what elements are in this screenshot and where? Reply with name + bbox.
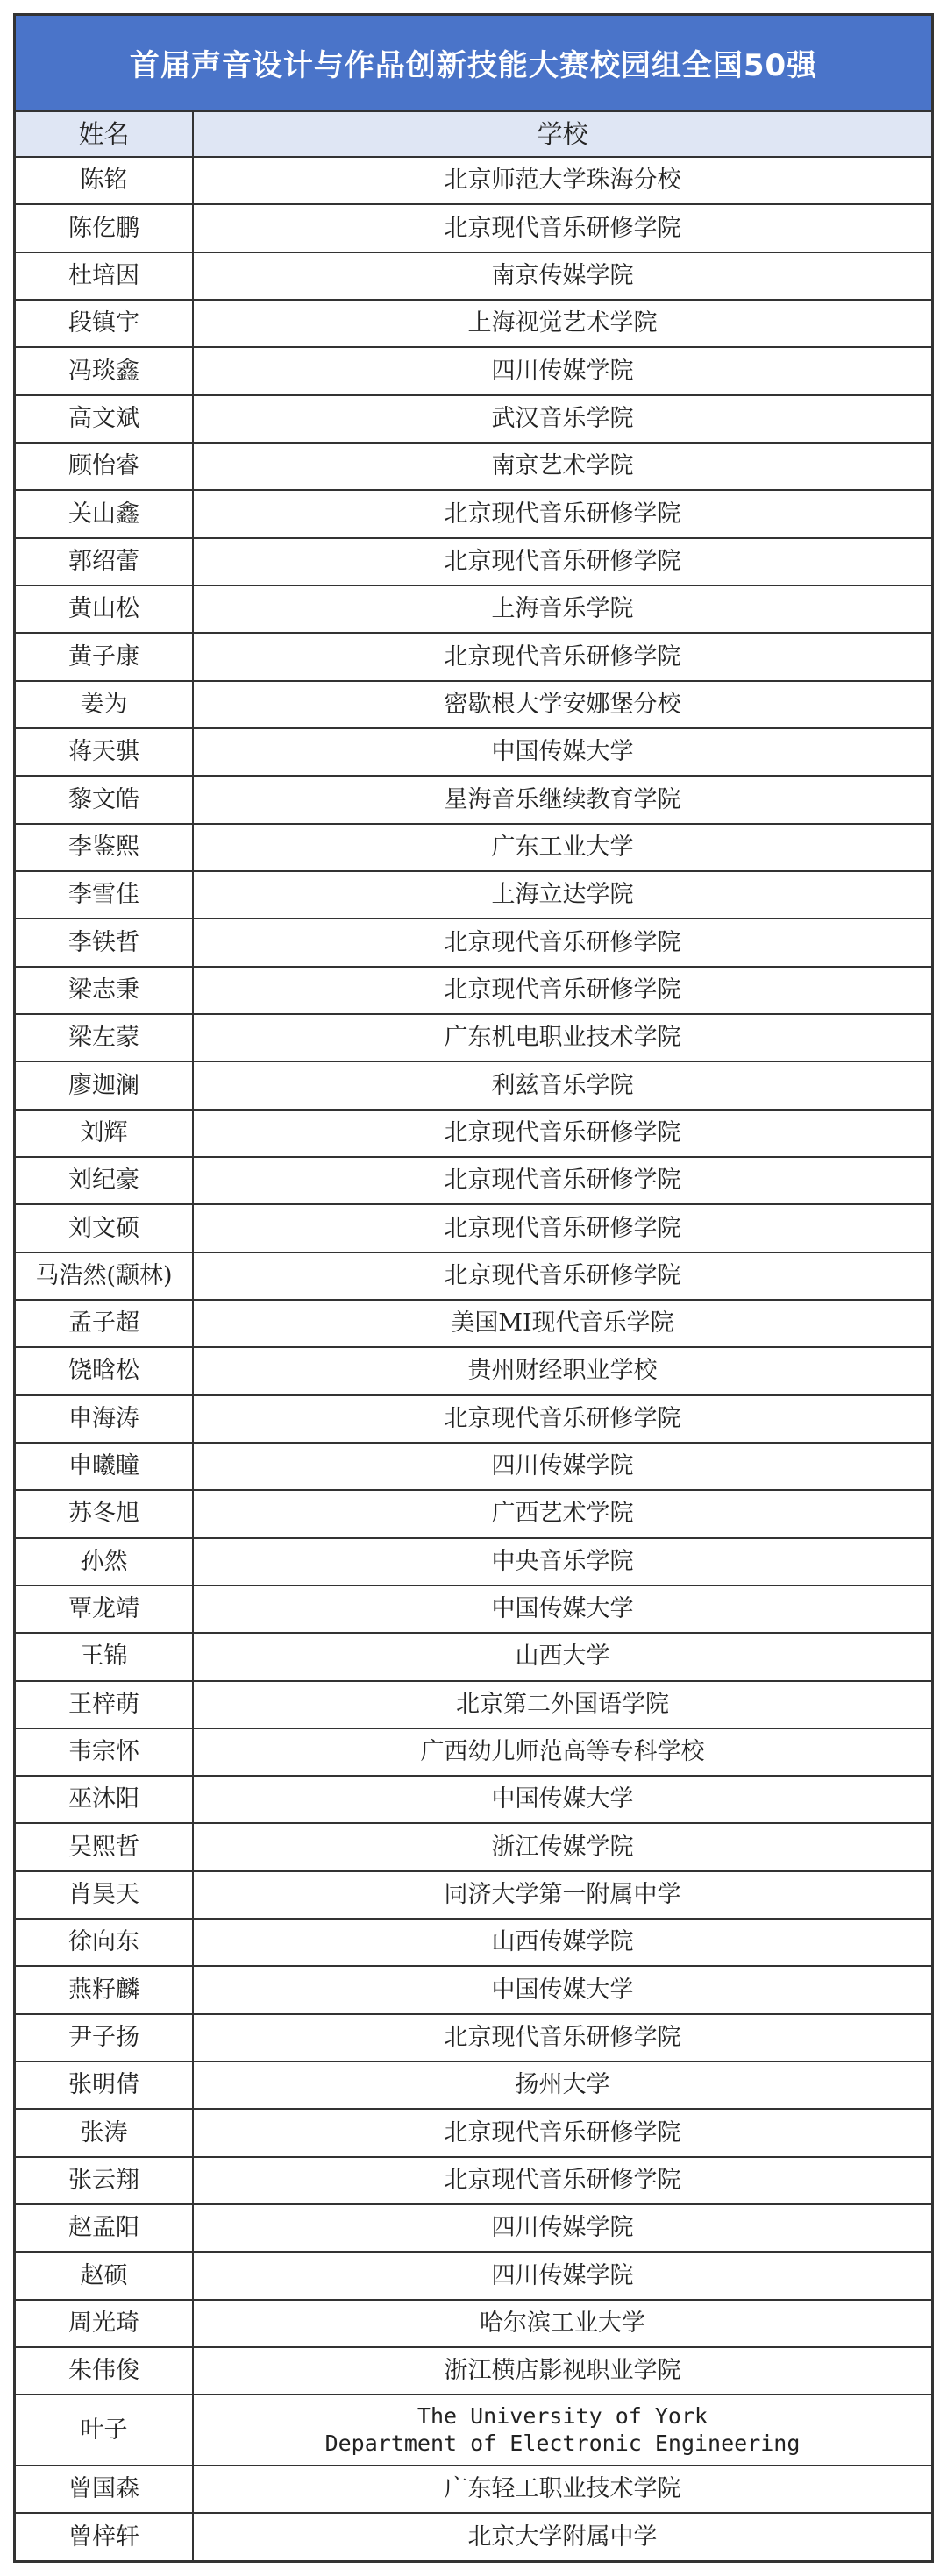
contestant-name: 段镇宇	[16, 300, 193, 347]
school-cell	[193, 1919, 931, 1966]
contestant-name: 顾怡睿	[16, 443, 193, 490]
table-row	[16, 1110, 931, 1157]
school-cell	[193, 2062, 931, 2109]
contestant-name: 张明倩	[16, 2062, 193, 2109]
table-row	[16, 1776, 931, 1823]
school-cell	[193, 204, 931, 252]
column-header-school: 学校	[193, 112, 931, 157]
school-name: 北京现代音乐研修学院	[444, 1404, 681, 1432]
contestant-name: 黄子康	[16, 633, 193, 680]
school-cell	[193, 1443, 931, 1490]
table-row	[16, 1157, 931, 1204]
contestant-name: 廖迦澜	[16, 1061, 193, 1109]
school-name: 四川传媒学院	[491, 2261, 634, 2289]
table-row	[16, 538, 931, 585]
school-name: 密歇根大学安娜堡分校	[444, 690, 681, 718]
table-row	[16, 1395, 931, 1443]
table-row	[16, 2014, 931, 2062]
table-row	[16, 1490, 931, 1537]
table-row	[16, 585, 931, 633]
school-cell	[193, 443, 931, 490]
school-name: 广东工业大学	[491, 833, 634, 861]
school-cell	[193, 2204, 931, 2252]
school-cell	[193, 2347, 931, 2395]
table-row	[16, 2300, 931, 2347]
school-name: 北京现代音乐研修学院	[444, 976, 681, 1004]
school-name: 北京现代音乐研修学院	[444, 2118, 681, 2147]
school-cell	[193, 681, 931, 728]
table-row	[16, 1586, 931, 1633]
school-cell	[193, 1871, 931, 1919]
school-cell	[193, 2252, 931, 2299]
contestant-name: 刘辉	[16, 1110, 193, 1157]
school-name: 中国传媒大学	[491, 1785, 634, 1813]
school-cell	[193, 1347, 931, 1394]
table-row	[16, 157, 931, 204]
table-row	[16, 1253, 931, 1300]
table-row	[16, 871, 931, 919]
school-cell	[193, 157, 931, 204]
school-cell	[193, 1966, 931, 2013]
school-name: 利兹音乐学院	[491, 1071, 634, 1099]
school-cell	[193, 395, 931, 443]
table-row	[16, 1300, 931, 1347]
contestant-name: 姜为	[16, 681, 193, 728]
school-name: 北京现代音乐研修学院	[444, 928, 681, 956]
contestant-name: 韦宗怀	[16, 1728, 193, 1776]
school-cell	[193, 2395, 931, 2465]
school-cell	[193, 1633, 931, 1680]
school-cell	[193, 1300, 931, 1347]
column-header-name: 姓名	[16, 112, 193, 157]
school-cell	[193, 1586, 931, 1633]
school-name: 浙江传媒学院	[491, 1833, 634, 1861]
contestant-name: 蒋天骐	[16, 728, 193, 776]
school-name: 广西艺术学院	[491, 1500, 634, 1528]
contestant-name: 尹子扬	[16, 2014, 193, 2062]
school-cell	[193, 2513, 931, 2560]
contestant-name: 燕籽麟	[16, 1966, 193, 2013]
contestant-name: 冯琰鑫	[16, 347, 193, 394]
table-row	[16, 967, 931, 1014]
contestant-name: 黎文皓	[16, 776, 193, 823]
contestant-name: 李雪佳	[16, 871, 193, 919]
school-name: 美国MI现代音乐学院	[451, 1309, 674, 1338]
contestant-name: 赵孟阳	[16, 2204, 193, 2252]
school-cell	[193, 1204, 931, 1252]
school-name: 北京现代音乐研修学院	[444, 1214, 681, 1242]
school-name: 广东轻工职业技术学院	[444, 2475, 681, 2503]
school-cell	[193, 1776, 931, 1823]
school-name: 上海立达学院	[491, 881, 634, 909]
school-cell	[193, 1823, 931, 1870]
school-name: 浙江横店影视职业学院	[444, 2357, 681, 2385]
table-row	[16, 1871, 931, 1919]
school-name: 中国传媒大学	[491, 738, 634, 766]
school-cell	[193, 1157, 931, 1204]
table-row	[16, 2157, 931, 2204]
school-name: 扬州大学	[515, 2071, 610, 2099]
table-row	[16, 776, 931, 823]
contestant-name: 刘纪豪	[16, 1157, 193, 1204]
table-row	[16, 1728, 931, 1776]
school-name: 四川传媒学院	[491, 2214, 634, 2242]
school-name: 北京现代音乐研修学院	[444, 214, 681, 242]
contestant-name: 马浩然(颥林)	[16, 1253, 193, 1300]
table-row	[16, 1681, 931, 1728]
school-cell	[193, 2300, 931, 2347]
contestant-name: 饶晗松	[16, 1347, 193, 1394]
table-row	[16, 443, 931, 490]
table-row	[16, 204, 931, 252]
school-name: 哈尔滨工业大学	[480, 2310, 645, 2338]
school-name: 广西幼儿师范高等专科学校	[420, 1738, 705, 1766]
school-name: 同济大学第一附属中学	[444, 1881, 681, 1909]
contestant-name: 王梓萌	[16, 1681, 193, 1728]
table-row	[16, 2252, 931, 2299]
school-name: 北京现代音乐研修学院	[444, 642, 681, 671]
school-name: 中国传媒大学	[491, 1595, 634, 1623]
school-name: 上海音乐学院	[491, 595, 634, 623]
table-row	[16, 490, 931, 537]
school-name: 广东机电职业技术学院	[444, 1024, 681, 1052]
school-name: 星海音乐继续教育学院	[444, 785, 681, 813]
school-cell	[193, 776, 931, 823]
table-row	[16, 633, 931, 680]
school-name: 上海视觉艺术学院	[467, 309, 658, 337]
school-cell	[193, 2014, 931, 2062]
table-row	[16, 1061, 931, 1109]
table-body	[16, 157, 931, 2560]
school-name: 中国传媒大学	[491, 1976, 634, 2004]
contestant-name: 叶子	[16, 2395, 193, 2465]
school-name: 北京现代音乐研修学院	[444, 1167, 681, 1195]
school-cell	[193, 585, 931, 633]
table-row	[16, 2109, 931, 2156]
contestant-name: 关山鑫	[16, 490, 193, 537]
school-name: 山西传媒学院	[491, 1928, 634, 1956]
contestant-name: 周光琦	[16, 2300, 193, 2347]
school-cell	[193, 252, 931, 300]
table-row	[16, 1538, 931, 1586]
contestant-name: 陈仡鹏	[16, 204, 193, 252]
table-row	[16, 1823, 931, 1870]
school-name: 北京现代音乐研修学院	[444, 547, 681, 575]
school-cell	[193, 1395, 931, 1443]
results-table-frame	[13, 13, 934, 2563]
school-cell	[193, 1538, 931, 1586]
contestant-name: 孙然	[16, 1538, 193, 1586]
school-cell	[193, 728, 931, 776]
table-row	[16, 1347, 931, 1394]
contestant-name: 杜培因	[16, 252, 193, 300]
table-row	[16, 728, 931, 776]
table-row	[16, 1443, 931, 1490]
contestant-name: 刘文硕	[16, 1204, 193, 1252]
school-cell	[193, 1014, 931, 1061]
contestant-name: 申曦瞳	[16, 1443, 193, 1490]
school-name: 北京现代音乐研修学院	[444, 1261, 681, 1289]
school-name: 北京现代音乐研修学院	[444, 2024, 681, 2052]
contestant-name: 肖昊天	[16, 1871, 193, 1919]
table-row	[16, 2395, 931, 2465]
contestant-name: 曾梓轩	[16, 2513, 193, 2560]
contestant-name: 孟子超	[16, 1300, 193, 1347]
table-row	[16, 1966, 931, 2013]
school-cell	[193, 1253, 931, 1300]
school-name: 中央音乐学院	[491, 1547, 634, 1575]
school-cell	[193, 2109, 931, 2156]
contestant-name: 吴熙哲	[16, 1823, 193, 1870]
table-row	[16, 681, 931, 728]
school-cell	[193, 2157, 931, 2204]
contestant-name: 王锦	[16, 1633, 193, 1680]
contestant-name: 覃龙靖	[16, 1586, 193, 1633]
school-cell	[193, 824, 931, 871]
contestant-name: 巫沐阳	[16, 1776, 193, 1823]
contestant-name: 郭绍蕾	[16, 538, 193, 585]
contestant-name: 黄山松	[16, 585, 193, 633]
table-row	[16, 252, 931, 300]
school-cell	[193, 2466, 931, 2513]
table-row	[16, 395, 931, 443]
school-name: 北京现代音乐研修学院	[444, 500, 681, 528]
table-row	[16, 2347, 931, 2395]
school-cell	[193, 1110, 931, 1157]
contestant-name: 苏冬旭	[16, 1490, 193, 1537]
contestant-name: 陈铭	[16, 157, 193, 204]
school-cell	[193, 967, 931, 1014]
contestant-name: 张云翔	[16, 2157, 193, 2204]
school-cell	[193, 1728, 931, 1776]
table-row	[16, 2466, 931, 2513]
contestant-name: 高文斌	[16, 395, 193, 443]
school-name: 北京师范大学珠海分校	[444, 167, 681, 195]
school-name: 山西大学	[515, 1643, 610, 1671]
school-name: 南京传媒学院	[491, 261, 634, 289]
school-name: 南京艺术学院	[491, 452, 634, 480]
table-row	[16, 2062, 931, 2109]
school-name: 北京第二外国语学院	[456, 1690, 669, 1718]
school-cell	[193, 1681, 931, 1728]
school-name: 四川传媒学院	[491, 357, 634, 385]
contestant-name: 梁左蒙	[16, 1014, 193, 1061]
school-name: 北京现代音乐研修学院	[444, 1118, 681, 1146]
page-title: 首届声音设计与作品创新技能大赛校园组全国50强	[129, 48, 818, 83]
table-row	[16, 2204, 931, 2252]
school-cell	[193, 871, 931, 919]
school-name: 武汉音乐学院	[491, 404, 634, 432]
school-name: 北京现代音乐研修学院	[444, 2167, 681, 2195]
contestant-name: 申海涛	[16, 1395, 193, 1443]
table-row	[16, 347, 931, 394]
table-header-row	[16, 112, 931, 157]
school-cell	[193, 347, 931, 394]
school-cell	[193, 300, 931, 347]
school-cell	[193, 1061, 931, 1109]
title-bar	[16, 16, 931, 112]
school-cell	[193, 633, 931, 680]
school-name: The University of York Department of Electronic Engineering	[324, 2402, 801, 2456]
table-row	[16, 1633, 931, 1680]
school-cell	[193, 538, 931, 585]
table-row	[16, 300, 931, 347]
contestant-name: 曾国森	[16, 2466, 193, 2513]
table-row	[16, 824, 931, 871]
table-row	[16, 1204, 931, 1252]
school-name: 北京大学附属中学	[467, 2523, 658, 2551]
contestant-name: 徐向东	[16, 1919, 193, 1966]
contestant-name: 李铁哲	[16, 919, 193, 966]
school-cell	[193, 490, 931, 537]
table-row	[16, 2513, 931, 2560]
contestant-name: 梁志秉	[16, 967, 193, 1014]
contestant-name: 朱伟俊	[16, 2347, 193, 2395]
results-table	[16, 112, 931, 2560]
table-row	[16, 919, 931, 966]
contestant-name: 李鉴熙	[16, 824, 193, 871]
contestant-name: 张涛	[16, 2109, 193, 2156]
school-name: 贵州财经职业学校	[467, 1357, 658, 1385]
school-name: 四川传媒学院	[491, 1452, 634, 1480]
table-row	[16, 1919, 931, 1966]
contestant-name: 赵硕	[16, 2252, 193, 2299]
school-cell	[193, 1490, 931, 1537]
table-row	[16, 1014, 931, 1061]
school-cell	[193, 919, 931, 966]
